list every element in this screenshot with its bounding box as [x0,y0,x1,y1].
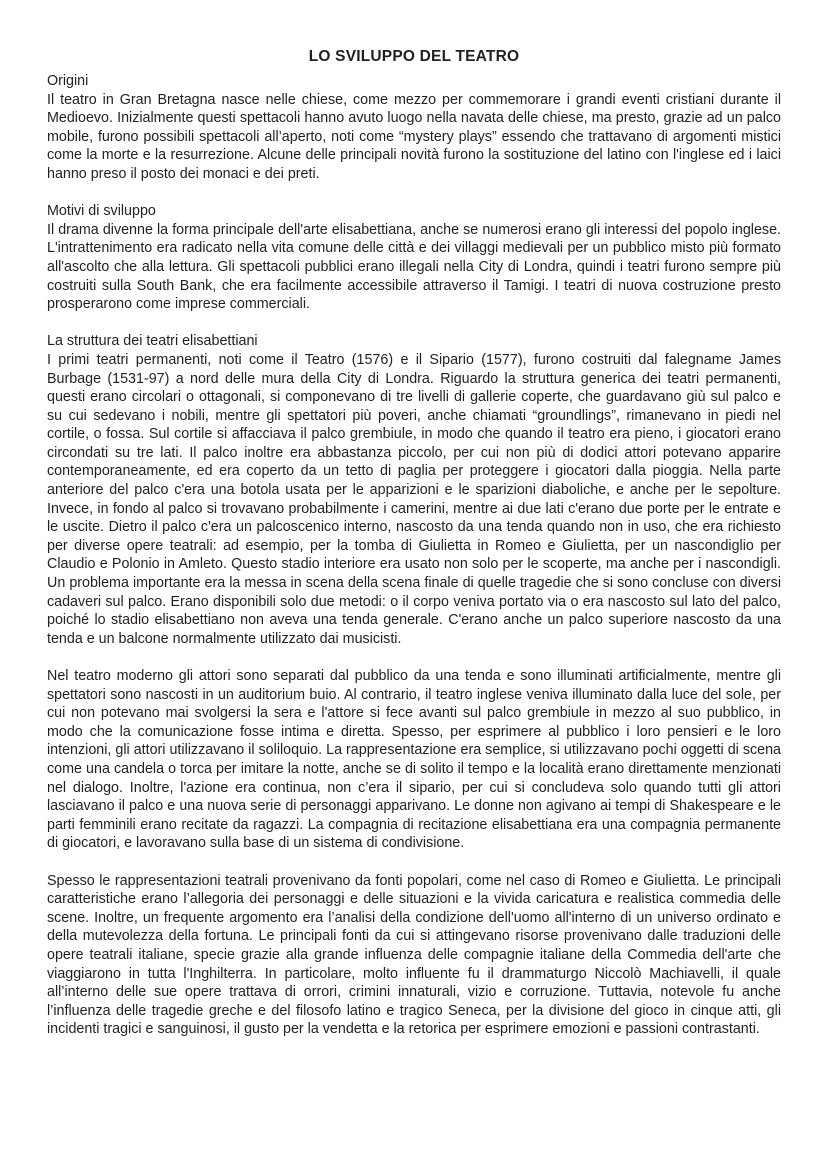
section-heading-motivi-di-sviluppo: Motivi di sviluppo [47,203,156,220]
paragraph-spacer [47,648,781,667]
paragraph-fonti-popolari: Spesso le rappresentazioni teatrali provenivano da fonti popolari, come nel caso di Romeo e Giulietta. Le principali caratteristiche erano l’allegoria dei personaggi e delle situazioni e la vivida caricatura e realistica commedia delle scene. Inoltre, un frequente argomento era l’analisi della condizione dell'uomo all'interno di un universo ordinato e della mutevolezza della fortuna. Le principali fonti da cui si attingevano risorse provenivano dalle traduzioni delle opere teatrali italiane, specie grazie alla grande influenza delle compagnie italiane della Commedia dell'arte che viaggiarono in tutta l'Inghilterra. In particolare, molto influente fu il drammaturgo Niccolò Machiavelli, il quale all’interno delle sue opere trattava di orrori, crimini innaturali, vizio e corruzione. Tuttavia, notevole fu anche l’influenza delle tragedie greche e del filosofo latino e tragico Seneca, per la divisione del gioco in cinque atti, gli incidenti tragici e sanguinosi, il gusto per la vendetta e la retorica per esprimere emozioni e passioni contrastanti. [47,872,781,1038]
page-title: LO SVILUPPO DEL TEATRO [308,48,520,65]
paragraph-spacer [47,184,781,203]
section-body-struttura-dei-teatri: I primi teatri permanenti, noti come il Teatro (1576) e il Sipario (1577), furono costruiti dal falegname James Burbage (1531-97) a nord delle mura della City di Londra. Riguardo la struttura generica dei teatri permanenti, questi erano circolari o ottagonali, si componevano di tre livelli di gallerie coperte, che guardavano giù sul palco e su cui sedevano i nobili, mentre gli spettatori più poveri, anche chiamati “groundlings”, rimanevano in piedi nel cortile, o fossa. Sul cortile si affacciava il palco grembiule, in modo che quando il teatro era pieno, i giocatori erano circondati su tre lati. Il palco inoltre era abbastanza piccolo, per cui non più di dodici attori potevano apparire contemporaneamente, ed era coperto da un tetto di paglia per proteggere i giocatori dalla pioggia. Nella parte anteriore del palco c'era una botola usata per le apparizioni e le sparizioni diaboliche, e anche per le sepolture. Invece, in fondo al palco si trovavano probabilmente i camerini, mentre ai due lati c'erano due porte per le entrate e le uscite. Dietro il palco c'era un palcoscenico interno, nascosto da una tenda quando non in uso, che era richiesto per diverse opere teatrali: ad esempio, per la tomba di Giulietta in Romeo e Giulietta, per un nascondiglio per Claudio e Polonio in Amleto. Questo stadio interiore era usato non solo per le scoperte, ma anche per i nascondigli. Un problema importante era la messa in scena della scena finale di quelle tragedie che si sono concluse con diversi cadaveri sul palco. Erano disponibili solo due metodi: o il corpo veniva portato via o era nascosto sul lato del palco, poiché lo stadio elisabettiano non aveva una tenda generale. C'erano anche un palco superiore nascosto da una tenda e un balcone normalmente utilizzato dai musicisti. [47,351,781,647]
section-heading-struttura-dei-teatri: La struttura dei teatri elisabettiani [47,333,258,350]
section-origini [47,72,781,184]
section-motivi-di-sviluppo [47,202,781,314]
section-body-origini: Il teatro in Gran Bretagna nasce nelle chiese, come mezzo per commemorare i grandi eventi cristiani durante il Medioevo. Inizialmente questi spettacoli hanno avuto luogo nella navata delle chiese, ma presto, grazie ad un palco mobile, furono possibili spettacoli all’aperto, noti come “mystery plays” essendo che trattavano di argomenti mistici come la morte e la resurrezione. Alcune delle principali novità furono la sostituzione del latino con l'inglese ed i laici hanno preso il posto dei monaci e dei preti. [47,91,781,182]
section-struttura-dei-teatri [47,332,781,648]
paragraph-teatro-moderno: Nel teatro moderno gli attori sono separati dal pubblico da una tenda e sono illuminati artificialmente, mentre gli spettatori sono nascosti in un auditorium buio. Al contrario, il teatro inglese veniva illuminato dalla luce del sole, per cui non potevano mai svolgersi la sera e l'attore si fece avanti sul palco grembiule in mezzo al suo pubblico, in modo che la comunicazione fosse intima e diretta. Spesso, per esprimere al pubblico i loro pensieri e le loro intenzioni, gli attori utilizzavano il soliloquio. La rappresentazione era semplice, si utilizzavano pochi oggetti di scena come una candela o torca per imitare la notte, anche se di solito il tempo e la località erano direttamente menzionati nel dialogo. Inoltre, l'azione era continua, non c’era il sipario, per cui si concludeva solo quando tutti gli attori lasciavano il palco e una nuova serie di personaggi apparivano. Le donne non agivano ai tempi di Shakespeare e le parti femminili erano recitate da ragazzi. La compagnia di recitazione elisabettiana era una compagnia permanente di giocatori, e lavoravano sulla base di un sistema di condivisione. [47,668,781,852]
paragraph-spacer [47,853,781,872]
paragraph-spacer [47,314,781,333]
section-body-motivi-di-sviluppo: Il drama divenne la forma principale dell'arte elisabettiana, anche se numerosi erano gli interessi del popolo inglese. L'intrattenimento era radicato nella vita comune delle città e dei villaggi medievali per un pubblico misto più formato all'ascolto che alla lettura. Gli spettacoli pubblici erano illegali nella City di Londra, quindi i teatri furono sempre più costruiti sulla South Bank, che era facilmente accessibile attraverso il Tamigi. I teatri di nuova costruzione presto prosperarono come imprese commerciali. [47,221,781,313]
section-heading-origini: Origini [47,73,89,89]
